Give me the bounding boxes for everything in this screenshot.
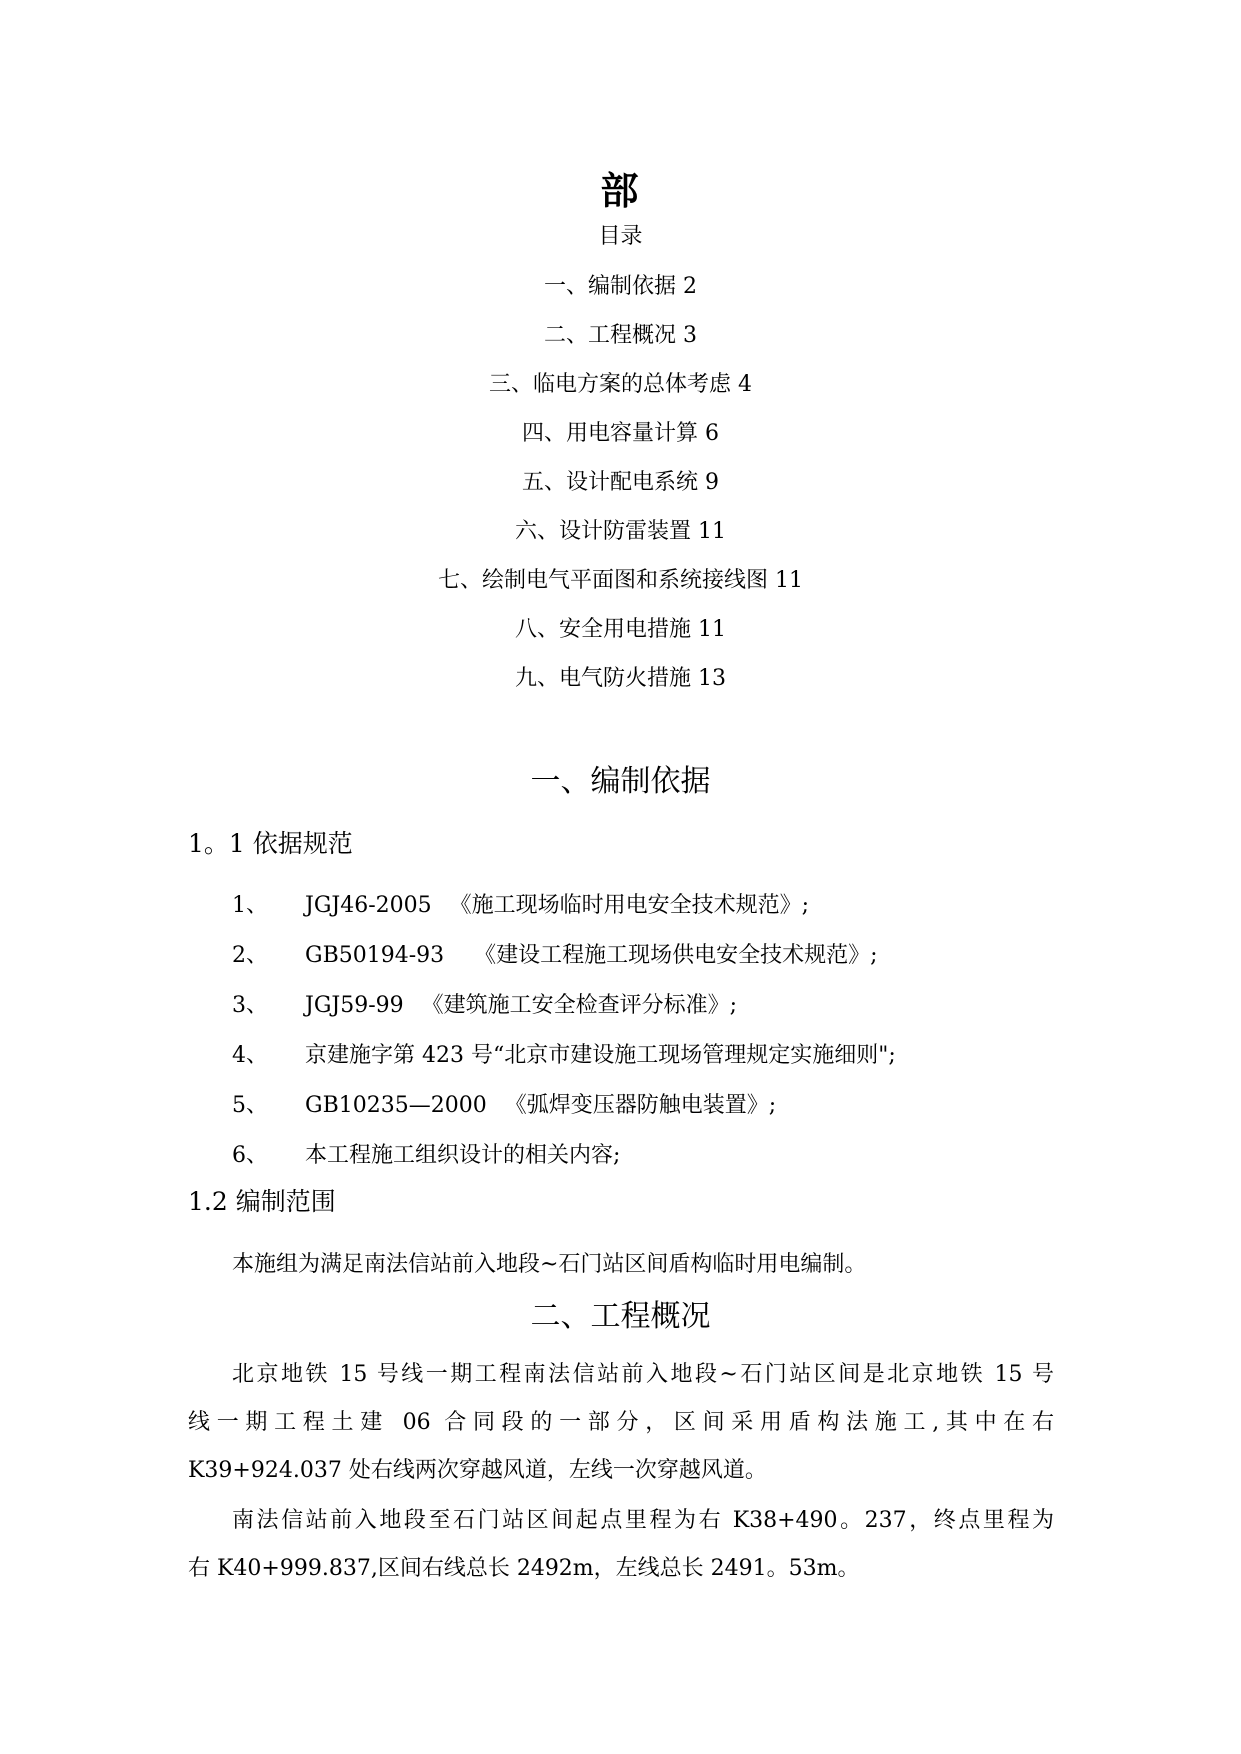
cover-title: 部 bbox=[600, 169, 641, 213]
paragraph-line: 北京地铁 15 号线一期工程南法信站前入地段~石门站区间是北京地铁 15 号 bbox=[232, 1362, 1054, 1387]
reference-number: 4、 bbox=[232, 1043, 268, 1068]
reference-title: 《建设工程施工现场供电安全技术规范》; bbox=[474, 943, 878, 968]
reference-item bbox=[232, 990, 1132, 1040]
reference-list bbox=[232, 890, 1132, 1190]
toc-item[interactable]: 八、安全用电措施 11 bbox=[515, 617, 726, 642]
reference-title: 本工程施工组织设计的相关内容; bbox=[305, 1143, 621, 1168]
toc-item[interactable]: 七、绘制电气平面图和系统接线图 11 bbox=[438, 568, 803, 593]
reference-title: 《施工现场临时用电安全技术规范》; bbox=[449, 893, 810, 918]
subsection-heading bbox=[188, 827, 353, 861]
subsection-heading bbox=[188, 1185, 336, 1219]
reference-number: 2、 bbox=[232, 943, 268, 968]
reference-number: 5、 bbox=[232, 1093, 268, 1118]
overview-paragraph bbox=[188, 1351, 1054, 1495]
reference-number: 3、 bbox=[232, 993, 268, 1018]
toc-item[interactable]: 三、临电方案的总体考虑 4 bbox=[489, 372, 752, 397]
paragraph-line: 右 K40+999.837,区间右线总长 2492m，左线总长 2491。53m。 bbox=[188, 1556, 860, 1581]
reference-item bbox=[232, 1140, 1132, 1190]
reference-number: 1、 bbox=[232, 893, 268, 918]
reference-code: GB50194-93 bbox=[305, 943, 445, 968]
reference-code: GB10235—2000 bbox=[305, 1093, 487, 1118]
mileage-paragraph bbox=[188, 1497, 1054, 1593]
table-of-contents bbox=[0, 222, 1241, 713]
paragraph-line: K39+924.037 处右线两次穿越风道，左线一次穿越风道。 bbox=[188, 1458, 767, 1483]
toc-item[interactable]: 一、编制依据 2 bbox=[544, 274, 697, 299]
scope-paragraph bbox=[188, 1241, 1054, 1289]
reference-item bbox=[232, 1090, 1132, 1140]
toc-item[interactable]: 二、工程概况 3 bbox=[544, 323, 697, 348]
subsection-number: 1。1 bbox=[188, 829, 245, 858]
toc-item[interactable]: 六、设计防雷装置 11 bbox=[515, 519, 726, 544]
reference-number: 6、 bbox=[232, 1143, 268, 1168]
reference-code: JGJ46-2005 bbox=[305, 893, 432, 918]
section-heading: 一、编制依据 bbox=[530, 764, 711, 799]
subsection-title: 编制范围 bbox=[235, 1187, 336, 1216]
toc-heading: 目录 bbox=[598, 224, 643, 249]
reference-item bbox=[232, 1040, 1132, 1090]
toc-item[interactable]: 九、电气防火措施 13 bbox=[515, 666, 726, 691]
paragraph-line: 南法信站前入地段至石门站区间起点里程为右 K38+490。237，终点里程为 bbox=[232, 1508, 1054, 1533]
reference-title: 《建筑施工安全检查评分标准》; bbox=[421, 993, 738, 1018]
subsection-title: 依据规范 bbox=[252, 829, 353, 858]
reference-title: 《弧焊变压器防触电装置》; bbox=[504, 1093, 777, 1118]
paragraph-line: 本施组为满足南法信站前入地段~石门站区间盾构临时用电编制。 bbox=[232, 1252, 867, 1277]
reference-item bbox=[232, 890, 1132, 940]
reference-title: 京建施字第 423 号“北京市建设施工现场管理规定实施细则"; bbox=[305, 1043, 896, 1068]
reference-code: JGJ59-99 bbox=[305, 993, 404, 1018]
subsection-number: 1.2 bbox=[188, 1187, 228, 1216]
toc-item[interactable]: 四、用电容量计算 6 bbox=[522, 421, 719, 446]
paragraph-line: 线一期工程土建 06 合同段的一部分，区间采用盾构法施工,其中在右 bbox=[188, 1410, 1054, 1435]
section-heading: 二、工程概况 bbox=[530, 1299, 711, 1334]
toc-item[interactable]: 五、设计配电系统 9 bbox=[522, 470, 719, 495]
reference-item bbox=[232, 940, 1132, 990]
